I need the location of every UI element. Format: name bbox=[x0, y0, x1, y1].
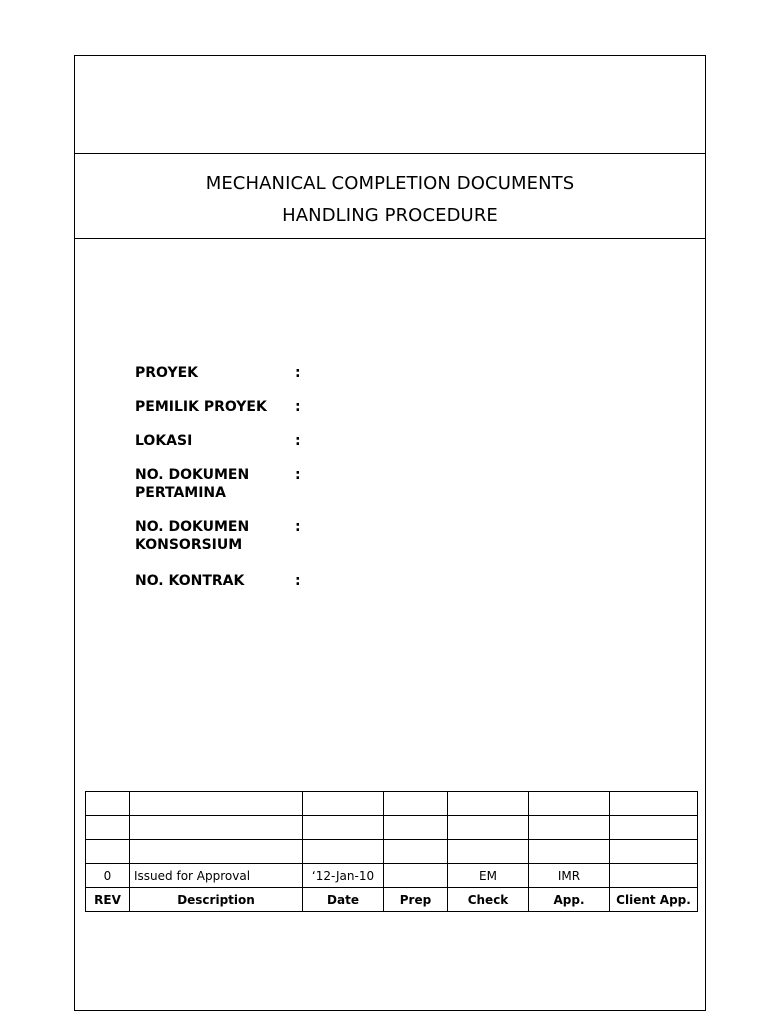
field-label: PEMILIK PROYEK bbox=[135, 399, 267, 415]
header-description: Description bbox=[130, 888, 303, 912]
field-no-dokumen-pertamina bbox=[135, 466, 535, 518]
description-cell: Issued for Approval bbox=[130, 864, 303, 888]
check-cell: EM bbox=[448, 864, 529, 888]
table-cell bbox=[384, 816, 448, 840]
table-cell bbox=[303, 840, 384, 864]
table-cell bbox=[130, 840, 303, 864]
document-title-line-2: HANDLING PROCEDURE bbox=[282, 205, 498, 226]
prep-cell bbox=[384, 864, 448, 888]
table-row bbox=[86, 816, 698, 840]
header-client-app: Client App. bbox=[610, 888, 698, 912]
header-check: Check bbox=[448, 888, 529, 912]
table-cell bbox=[86, 816, 130, 840]
table-cell bbox=[529, 792, 610, 816]
field-colon: : bbox=[295, 365, 301, 381]
header-prep: Prep bbox=[384, 888, 448, 912]
table-cell bbox=[303, 816, 384, 840]
field-label: NO. DOKUMEN PERTAMINA bbox=[135, 467, 250, 501]
project-info-fields bbox=[135, 364, 535, 606]
field-no-dokumen-konsorsium bbox=[135, 518, 535, 572]
field-colon: : bbox=[295, 573, 301, 589]
table-cell bbox=[448, 816, 529, 840]
table-cell bbox=[86, 840, 130, 864]
app-cell: IMR bbox=[529, 864, 610, 888]
table-row bbox=[86, 840, 698, 864]
table-cell bbox=[384, 792, 448, 816]
table-cell bbox=[130, 816, 303, 840]
table-cell bbox=[529, 840, 610, 864]
table-row bbox=[86, 864, 698, 888]
field-label: PROYEK bbox=[135, 365, 198, 381]
table-cell bbox=[86, 792, 130, 816]
field-colon: : bbox=[295, 433, 301, 449]
field-label: NO. KONTRAK bbox=[135, 573, 245, 589]
field-label: LOKASI bbox=[135, 433, 193, 449]
field-colon: : bbox=[295, 399, 301, 415]
table-cell bbox=[529, 816, 610, 840]
header-rev: REV bbox=[86, 888, 130, 912]
field-pemilik-proyek bbox=[135, 398, 535, 432]
document-frame bbox=[74, 55, 706, 1011]
revision-table bbox=[85, 791, 698, 912]
rev-number-cell: 0 bbox=[86, 864, 130, 888]
table-cell bbox=[610, 816, 698, 840]
title-band bbox=[75, 153, 705, 239]
table-cell bbox=[448, 792, 529, 816]
table-row bbox=[86, 792, 698, 816]
field-colon: : bbox=[295, 467, 301, 483]
field-colon: : bbox=[295, 519, 301, 535]
field-no-kontrak bbox=[135, 572, 535, 606]
field-proyek bbox=[135, 364, 535, 398]
table-cell bbox=[384, 840, 448, 864]
header-date: Date bbox=[303, 888, 384, 912]
table-cell bbox=[303, 792, 384, 816]
date-cell: ‘12-Jan-10 bbox=[303, 864, 384, 888]
field-lokasi bbox=[135, 432, 535, 466]
document-title-line-1: MECHANICAL COMPLETION DOCUMENTS bbox=[205, 173, 575, 194]
table-cell bbox=[448, 840, 529, 864]
table-cell bbox=[130, 792, 303, 816]
table-cell bbox=[610, 792, 698, 816]
table-cell bbox=[610, 840, 698, 864]
header-app: App. bbox=[529, 888, 610, 912]
table-header-row bbox=[86, 888, 698, 912]
client-app-cell bbox=[610, 864, 698, 888]
field-label: NO. DOKUMEN KONSORSIUM bbox=[135, 519, 250, 553]
